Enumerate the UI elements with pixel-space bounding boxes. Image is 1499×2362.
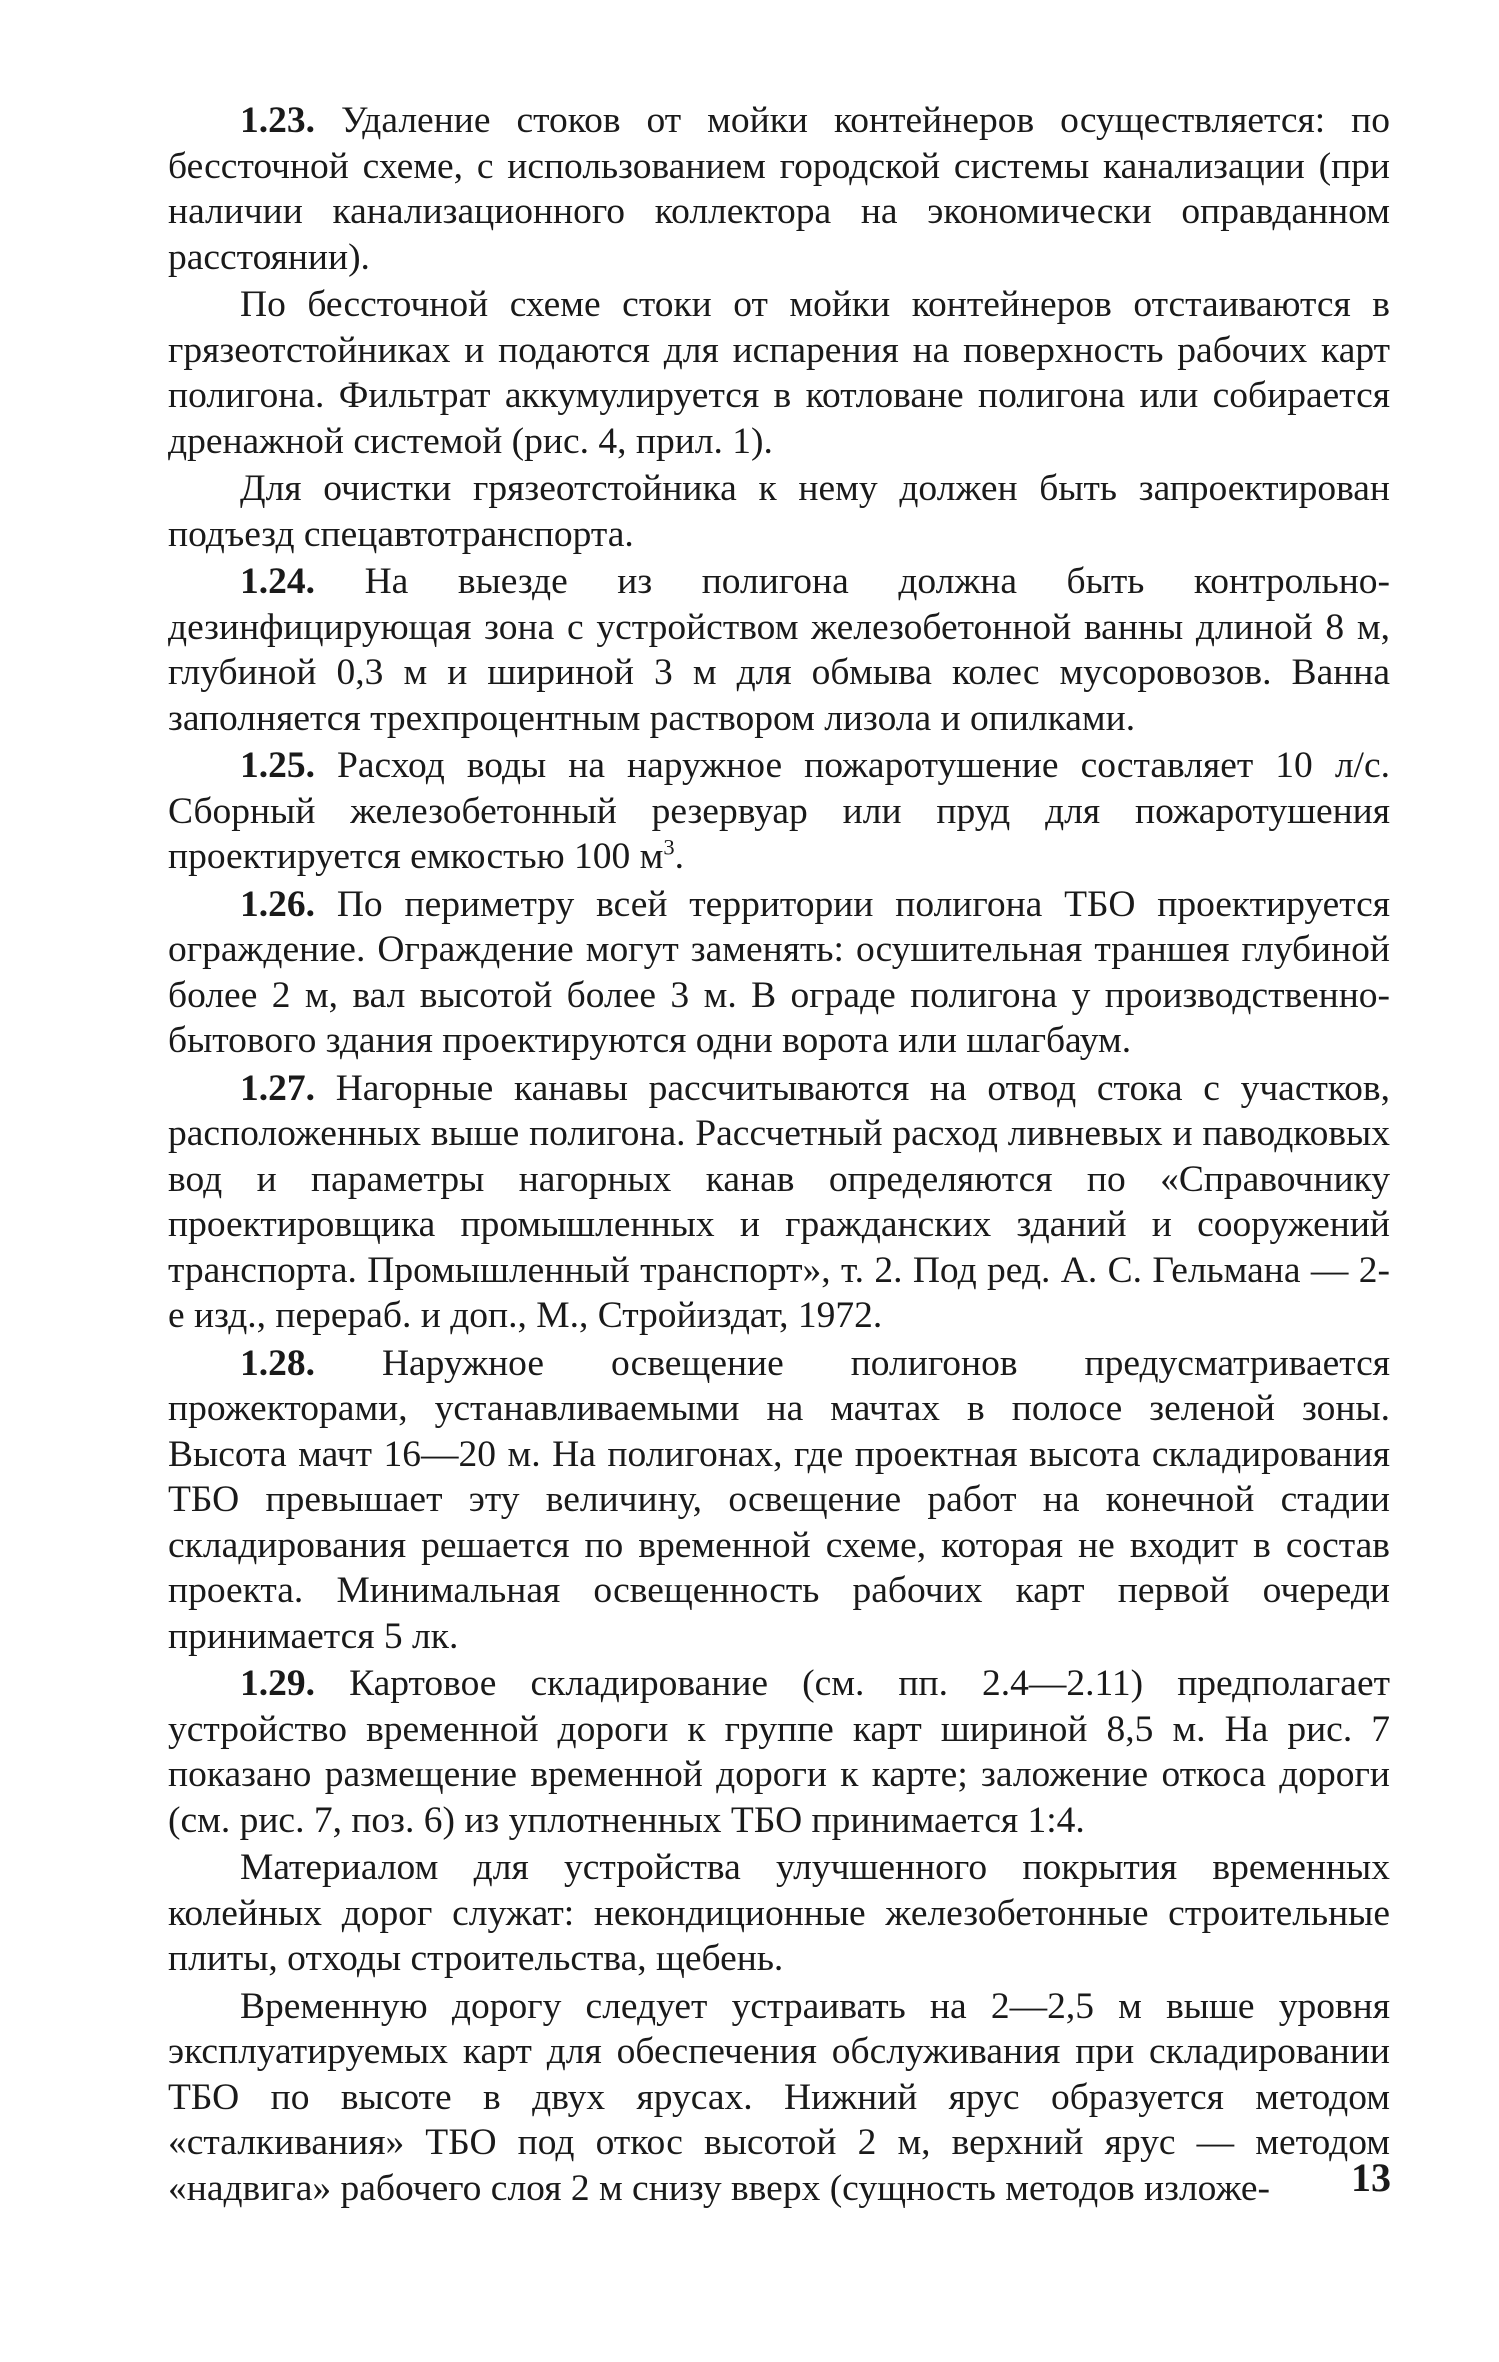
paragraph-text: Для очистки грязеотстойника к нему должен быть запроектирован подъезд спецавтотранспорта. <box>168 468 1390 555</box>
paragraph-text: Удаление стоков от мойки контейнеров осуществляется: по бессточной схеме, с использованием городской системы канализации (при наличии канализационного коллектора на экономически оправданном расстоянии). <box>168 100 1390 278</box>
paragraph-text: Наружное освещение полигонов предусматривается прожекторами, устанавливаемыми на мачтах в полосе зеленой зоны. Высота мачт 16—20 м. На полигонах, где проектная высота складирования ТБО превышает эту величину, освещение работ на конечной стадии складирования решается по временной схеме, которая не входит в состав проекта. Минимальная освещенность рабочих карт первой очереди принимается 5 лк. <box>168 1342 1390 1657</box>
body-text <box>168 98 1390 2211</box>
superscript: 3 <box>663 834 675 860</box>
paragraph-1-28 <box>168 1341 1390 1660</box>
paragraph-1-26 <box>168 882 1390 1064</box>
clause-number: 1.25. <box>240 745 315 786</box>
clause-number: 1.23. <box>240 100 315 141</box>
paragraph-text: Материалом для устройства улучшенного покрытия временных колейных дорог служат: некондиционные железобетонные строительные плиты, отходы строительства, щебень. <box>168 1847 1390 1979</box>
clause-number: 1.28. <box>240 1342 315 1384</box>
paragraph-1-29 <box>168 1661 1390 1843</box>
paragraph-text: На выезде из полигона должна быть контрольно-дезинфицирующая зона с устройством железобетонной ванны длиной 8 м, глубиной 0,3 м и шириной 3 м для обмыва колес мусоровозов. Ванна заполняется трехпроцентным раствором лизола и опилками. <box>168 561 1390 739</box>
clause-number: 1.27. <box>240 1067 315 1109</box>
paragraph-drainless-scheme <box>168 282 1390 464</box>
paragraph-1-23 <box>168 98 1390 280</box>
clause-number: 1.29. <box>240 1663 315 1704</box>
page-number: 13 <box>1351 2155 1391 2200</box>
paragraph-sump-access <box>168 466 1390 557</box>
paragraph-1-25 <box>168 743 1390 880</box>
paragraph-text: По периметру всей территории полигона ТБО проектируется ограждение. Ограждение могут заменять: осушительная траншея глубиной более 2 м, вал высотой более 3 м. В ограде полигона у производственно-бытового здания проектируются одни ворота или шлагбаум. <box>168 883 1390 1061</box>
paragraph-1-27 <box>168 1066 1390 1339</box>
paragraph-text-end: . <box>674 836 684 877</box>
clause-number: 1.26. <box>240 883 315 925</box>
paragraph-1-24 <box>168 559 1390 741</box>
paragraph-text: Картовое складирование (см. пп. 2.4—2.11) предполагает устройство временной дороги к группе карт шириной 8,5 м. На рис. 7 показано размещение временной дороги к карте; заложение откоса дороги (см. рис. 7, поз. 6) из уплотненных ТБО принимается 1:4. <box>168 1663 1390 1841</box>
paragraph-text: По бессточной схеме стоки от мойки контейнеров отстаиваются в грязеотстойниках и подаются для испарения на поверхность рабочих карт полигона. Фильтрат аккумулируется в котловане полигона или собирается дренажной системой (рис. 4, прил. 1). <box>168 284 1390 462</box>
paragraph-text: Нагорные канавы рассчитываются на отвод стока с участков, расположенных выше полигона. Рассчетный расход ливневых и паводковых вод и параметры нагорных канав определяются по «Справочнику проектировщика промышленных и гражданских зданий и сооружений транспорта. Промышленный транспорт», т. 2. Под ред. А. С. Гельмана — 2-е изд., перераб. и доп., М., Стройиздат, 1972. <box>168 1067 1390 1336</box>
paragraph-text: Временную дорогу следует устраивать на 2—2,5 м выше уровня эксплуатируемых карт для обеспечения обслуживания при складировании ТБО по высоте в двух ярусах. Нижний ярус образуется методом «сталкивания» ТБО под откос высотой 2 м, верхний ярус — методом «надвига» рабочего слоя 2 м снизу вверх (сущность методов изложе- <box>168 1985 1390 2209</box>
paragraph-road-materials <box>168 1845 1390 1982</box>
paragraph-text: Расход воды на наружное пожаротушение составляет 10 л/с. Сборный железобетонный резервуар или пруд для пожаротушения проектируется емкостью 100 м <box>168 745 1390 877</box>
paragraph-temporary-road <box>168 1984 1390 2212</box>
clause-number: 1.24. <box>240 561 315 602</box>
